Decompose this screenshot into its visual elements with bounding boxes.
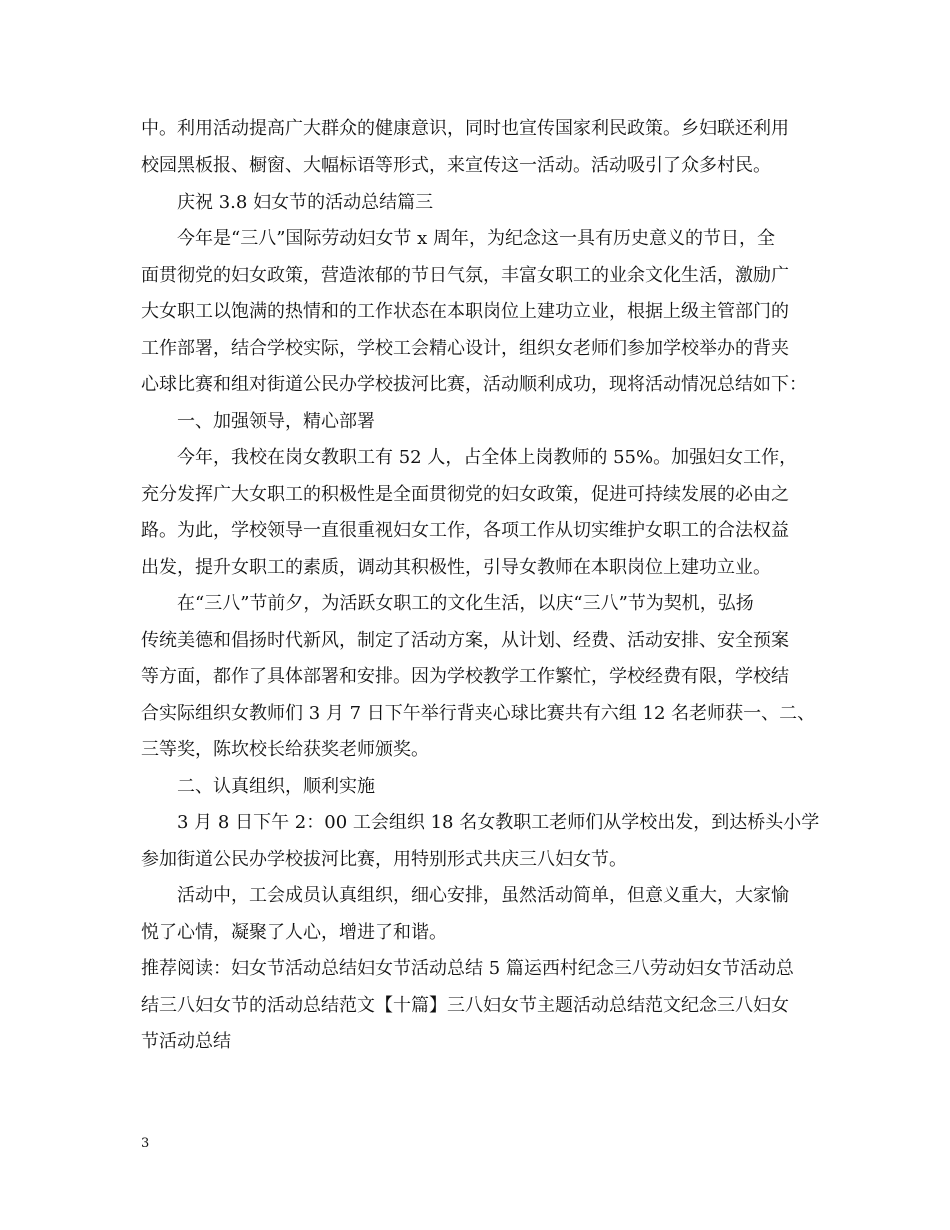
body-text-line: 三等奖，陈坎校长给获奖老师颁奖。 <box>141 739 429 760</box>
body-text-line: 合实际组织女教师们 3 月 7 日下午举行背夹心球比赛共有六组 12 名老师获一、二、 <box>141 703 816 724</box>
body-text-line: 心球比赛和组对街道公民办学校拔河比赛，活动顺利成功，现将活动情况总结如下： <box>141 374 807 395</box>
recommended-reading-line: 结三八妇女节的活动总结范文【十篇】三八妇女节主题活动总结范文纪念三八妇女 <box>141 995 789 1016</box>
body-text-line: 参加街道公民办学校拔河比赛，用特别形式共庆三八妇女节。 <box>141 849 627 870</box>
body-text-line: 今年是“三八”国际劳动妇女节 x 周年，为纪念这一具有历史意义的节日，全 <box>177 228 775 249</box>
page-number: 3 <box>141 1136 150 1151</box>
body-text-line: 面贯彻党的妇女政策，营造浓郁的节日气氛，丰富女职工的业余文化生活，激励广 <box>141 265 789 286</box>
body-text-line: 校园黑板报、橱窗、大幅标语等形式，来宣传这一活动。活动吸引了众多村民。 <box>141 155 771 176</box>
section-heading: 庆祝 3.8 妇女节的活动总结篇三 <box>177 192 434 213</box>
body-text-line: 中。利用活动提高广大群众的健康意识，同时也宣传国家利民政策。乡妇联还利用 <box>141 118 789 139</box>
body-text-line: 今年，我校在岗女教职工有 52 人，占全体上岗教师的 55%。加强妇女工作， <box>177 447 798 468</box>
body-text-line: 在“三八”节前夕，为活跃女职工的文化生活，以庆“三八”节为契机，弘扬 <box>177 593 754 614</box>
body-text-line: 大女职工以饱满的热情和的工作状态在本职岗位上建功立业，根据上级主管部门的 <box>141 301 789 322</box>
body-text-line: 充分发挥广大女职工的积极性是全面贯彻党的妇女政策，促进可持续发展的必由之 <box>141 484 789 505</box>
body-text-line: 路。为此，学校领导一直很重视妇女工作，各项工作从切实维护女职工的合法权益 <box>141 520 789 541</box>
body-text-line: 出发，提升女职工的素质，调动其积极性，引导女教师在本职岗位上建功立业。 <box>141 557 771 578</box>
subsection-heading: 一、加强领导，精心部署 <box>177 411 375 432</box>
body-text-line: 悦了心情，凝聚了人心，增进了和谐。 <box>141 922 447 943</box>
body-text-line: 传统美德和倡扬时代新风，制定了活动方案，从计划、经费、活动安排、安全预案 <box>141 630 789 651</box>
body-text-line: 工作部署，结合学校实际，学校工会精心设计，组织女老师们参加学校举办的背夹 <box>141 338 789 359</box>
body-text-line: 活动中，工会成员认真组织，细心安排，虽然活动简单，但意义重大，大家愉 <box>177 885 789 906</box>
body-text-line: 等方面，都作了具体部署和安排。因为学校教学工作繁忙，学校经费有限，学校结 <box>141 666 789 687</box>
subsection-heading: 二、认真组织，顺利实施 <box>177 776 375 797</box>
body-text-line: 3 月 8 日下午 2：00 工会组织 18 名女教职工老师们从学校出发，到达桥头小学 <box>177 812 820 833</box>
recommended-reading-line: 节活动总结 <box>141 1031 231 1052</box>
recommended-reading-line: 推荐阅读：妇女节活动总结妇女节活动总结 5 篇运西村纪念三八劳动妇女节活动总 <box>141 958 794 979</box>
